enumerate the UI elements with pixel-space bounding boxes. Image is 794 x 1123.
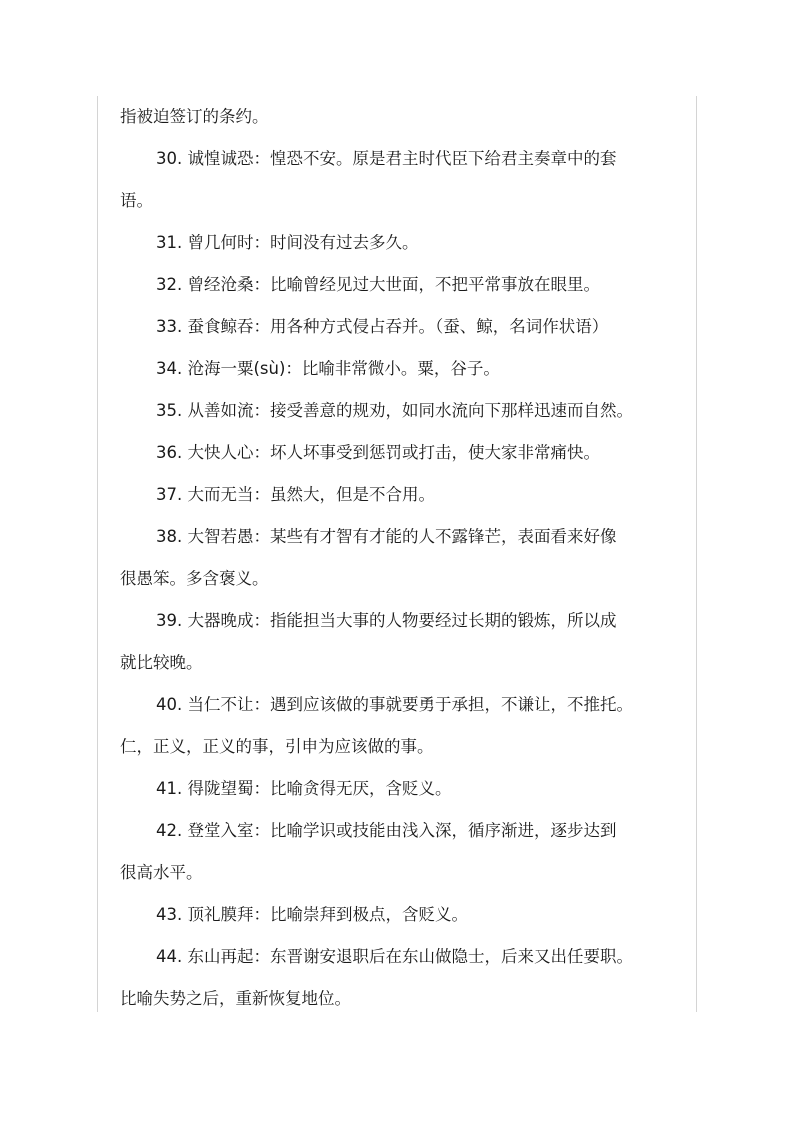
text-line: 39. 大器晚成：指能担当大事的人物要经过长期的锻炼，所以成: [156, 611, 617, 630]
text-line: 33. 蚕食鲸吞：用各种方式侵占吞并。（蚕、鲸，名词作状语）: [156, 317, 609, 336]
text-line: 仁，正义，正义的事，引申为应该做的事。: [120, 737, 434, 756]
text-line: 44. 东山再起：东晋谢安退职后在东山做隐士，后来又出任要职。: [156, 947, 633, 966]
text-line: 34. 沧海一粟(sù)：比喻非常微小。粟，谷子。: [156, 359, 500, 378]
text-line: 38. 大智若愚：某些有才智有才能的人不露锋芒，表面看来好像: [156, 527, 617, 546]
text-line: 很高水平。: [120, 863, 203, 882]
text-line: 40. 当仁不让：遇到应该做的事就要勇于承担，不谦让，不推托。: [156, 695, 633, 714]
text-line: 很愚笨。多含褒义。: [120, 569, 269, 588]
document-body: [120, 96, 682, 1020]
text-line: 42. 登堂入室：比喻学识或技能由浅入深，循序渐进，逐步达到: [156, 821, 617, 840]
text-line: 32. 曾经沧桑：比喻曾经见过大世面，不把平常事放在眼里。: [156, 275, 600, 294]
text-line: 31. 曾几何时：时间没有过去多久。: [156, 233, 419, 252]
text-line: 43. 顶礼膜拜：比喻崇拜到极点，含贬义。: [156, 905, 468, 924]
text-line: 35. 从善如流：接受善意的规劝，如同水流向下那样迅速而自然。: [156, 401, 633, 420]
text-line: 36. 大快人心：坏人坏事受到惩罚或打击，使大家非常痛快。: [156, 443, 600, 462]
text-line: 语。: [120, 191, 153, 210]
text-line: 比喻失势之后，重新恢复地位。: [120, 989, 351, 1008]
text-line: 就比较晚。: [120, 653, 203, 672]
page-right-border: [696, 96, 697, 1012]
text-line: 37. 大而无当：虽然大，但是不合用。: [156, 485, 435, 504]
text-line: 指被迫签订的条约。: [120, 107, 269, 126]
text-line: 30. 诚惶诚恐：惶恐不安。原是君主时代臣下给君主奏章中的套: [156, 149, 617, 168]
text-line: 41. 得陇望蜀：比喻贪得无厌，含贬义。: [156, 779, 452, 798]
page-left-border: [97, 96, 98, 1012]
